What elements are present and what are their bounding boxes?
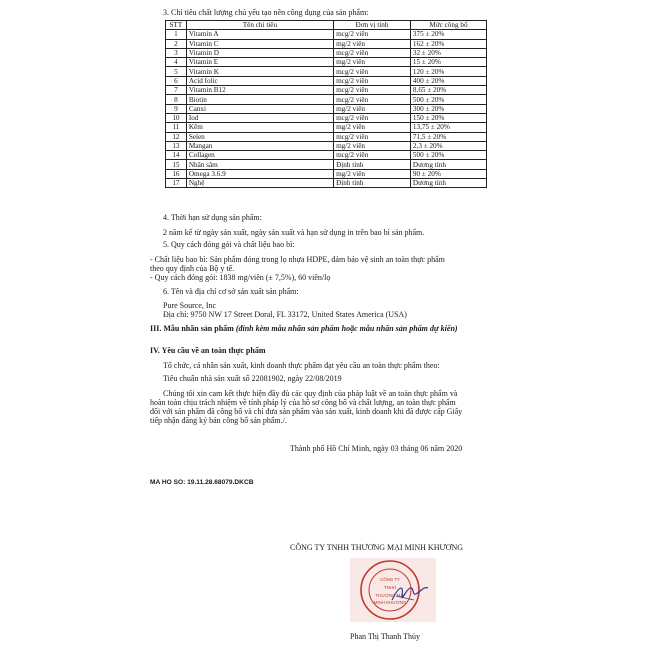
row-name: Nghệ [186, 179, 333, 188]
row-value: 15 ± 20% [410, 58, 486, 67]
row-stt: 2 [166, 39, 187, 48]
row-unit: mg/2 viên [334, 169, 411, 178]
row-unit: Định tính [334, 160, 411, 169]
row-unit: mcg/2 viên [334, 48, 411, 57]
row-stt: 12 [166, 132, 187, 141]
table-row [166, 179, 487, 188]
row-value: 162 ± 20% [410, 39, 486, 48]
table-row [166, 104, 487, 113]
row-value: 2,3 ± 20% [410, 141, 486, 150]
row-value: 150 ± 20% [410, 113, 486, 122]
row-value: 8,65 ± 20% [410, 86, 486, 95]
row-stt: 13 [166, 141, 187, 150]
header-unit: Đơn vị tính [334, 21, 411, 30]
row-stt: 3 [166, 48, 187, 57]
stamp-text-bottom: MINH KHƯƠNG [373, 600, 407, 605]
section-iv-line2: Tiêu chuẩn nhà sản xuất số 22081902, ngày 22/08/2019 [163, 374, 342, 383]
company-stamp [344, 556, 444, 626]
row-name: Kẽm [186, 123, 333, 132]
table-row [166, 67, 487, 76]
row-name: Biotin [186, 95, 333, 104]
row-stt: 16 [166, 169, 187, 178]
commitment-line-2: hoàn toàn chịu trách nhiệm về tính pháp lý của hồ sơ công bố và chất lượng, an toàn thực phẩm [150, 398, 456, 407]
table-row [166, 86, 487, 95]
table-row [166, 95, 487, 104]
row-unit: mg/2 viên [334, 123, 411, 132]
row-stt: 8 [166, 95, 187, 104]
row-stt: 7 [166, 86, 187, 95]
row-unit: mcg/2 viên [334, 113, 411, 122]
section4-title: 4. Thời hạn sử dụng sản phẩm: [163, 213, 262, 222]
table-row [166, 141, 487, 150]
row-value: 71,5 ± 20% [410, 132, 486, 141]
row-unit: Định tính [334, 179, 411, 188]
commitment-line-1: Chúng tôi xin cam kết thực hiện đầy đủ các quy định của pháp luật về an toàn thực phẩm và [163, 389, 458, 398]
row-unit: mcg/2 viên [334, 132, 411, 141]
section6-name: Pure Source, Inc [163, 301, 217, 310]
row-name: Vitamin K [186, 67, 333, 76]
section-iii [150, 324, 458, 334]
company-name: CÔNG TY TNHH THƯƠNG MẠI MINH KHƯƠNG [290, 543, 464, 552]
section3-title: 3. Chỉ tiêu chất lượng chủ yếu tạo nên công dụng của sản phẩm: [163, 8, 369, 17]
row-unit: mcg/2 viên [334, 86, 411, 95]
row-value: 300 ± 20% [410, 104, 486, 113]
row-name: Omega 3.6.9 [186, 169, 333, 178]
row-value: 400 ± 20% [410, 76, 486, 85]
section5-title: 5. Quy cách đóng gói và chất liệu bao bì: [163, 240, 295, 249]
table-row [166, 123, 487, 132]
row-unit: mcg/2 viên [334, 151, 411, 160]
row-value: 500 ± 20% [410, 151, 486, 160]
row-name: Vitamin A [186, 30, 333, 39]
commitment-line-3: đối với sản phẩm đã công bố và chỉ đưa sản phẩm vào sản xuất, kinh doanh khi đã được cấp Giấy [150, 407, 463, 416]
row-value: 120 ± 20% [410, 67, 486, 76]
section5-line2: theo quy định của Bộ y tế. [150, 264, 235, 273]
section4-text: 2 năm kể từ ngày sản xuất, ngày sản xuất và hạn sử dụng in trên bao bì sản phẩm. [163, 228, 425, 237]
row-stt: 5 [166, 67, 187, 76]
commitment-line-4: tiếp nhận đăng ký bản công bố sản phẩm./. [150, 416, 287, 425]
row-name: Vitamin C [186, 39, 333, 48]
row-value: Dương tính [410, 160, 486, 169]
table-row [166, 169, 487, 178]
row-name: Acid folic [186, 76, 333, 85]
row-unit: mg/2 viên [334, 141, 411, 150]
row-name: Vitamin E [186, 58, 333, 67]
table-row [166, 160, 487, 169]
row-stt: 4 [166, 58, 187, 67]
section-iv-title: IV. Yêu cầu về an toàn thực phẩm [150, 346, 266, 355]
record-code: MA HO SO: 19.11.28.68079.DKCB [150, 479, 254, 486]
row-stt: 14 [166, 151, 187, 160]
row-unit: mcg/2 viên [334, 30, 411, 39]
row-value: 500 ± 20% [410, 95, 486, 104]
stamp-text-lower: THƯƠNG MẠI [375, 593, 405, 598]
row-stt: 9 [166, 104, 187, 113]
row-value: Dương tính [410, 179, 486, 188]
row-stt: 1 [166, 30, 187, 39]
table-row [166, 30, 487, 39]
row-name: Nhân sâm [186, 160, 333, 169]
row-unit: mg/2 viên [334, 39, 411, 48]
row-unit: mcg/2 viên [334, 95, 411, 104]
stamp-text-top: CÔNG TY [380, 577, 400, 582]
row-stt: 6 [166, 76, 187, 85]
row-unit: mg/2 viên [334, 58, 411, 67]
table-row [166, 48, 487, 57]
header-stt: STT [166, 21, 187, 30]
row-name: Collagen [186, 151, 333, 160]
section5-line1: - Chất liệu bao bì: Sản phẩm đóng trong lọ nhựa HDPE, đảm bảo vệ sinh an toàn thực phẩm [150, 255, 445, 264]
row-stt: 10 [166, 113, 187, 122]
row-name: Selen [186, 132, 333, 141]
section-iv-line1: Tổ chức, cá nhân sản xuất, kinh doanh thực phẩm đạt yêu cầu an toàn thực phẩm theo: [163, 361, 440, 370]
row-value: 375 ± 20% [410, 30, 486, 39]
table-row [166, 58, 487, 67]
section6-title: 6. Tên và địa chỉ cơ sở sản xuất sản phẩm: [163, 287, 299, 296]
row-value: 90 ± 20% [410, 169, 486, 178]
row-name: Mangan [186, 141, 333, 150]
section-iii-note: (đính kèm mẫu nhãn sản phẩm hoặc mẫu nhãn sản phẩm dự kiến) [235, 324, 458, 333]
section-iii-title: III. Mẫu nhãn sản phẩm [150, 324, 234, 333]
header-name: Tên chỉ tiêu [186, 21, 333, 30]
row-name: Canxi [186, 104, 333, 113]
stamp-background [350, 558, 436, 622]
stamp-text-middle: TNHH [383, 585, 397, 590]
row-unit: mg/2 viên [334, 104, 411, 113]
row-value: 13,75 ± 20% [410, 123, 486, 132]
header-value: Mức công bố [410, 21, 486, 30]
stamp-signature-graphic [344, 556, 444, 626]
section6-address: Địa chỉ: 9750 NW 17 Street Doral, FL 33172, United States America (USA) [163, 310, 407, 319]
table-row [166, 76, 487, 85]
row-name: Iod [186, 113, 333, 122]
table-row [166, 132, 487, 141]
table-header-row [166, 21, 487, 30]
row-name: Vitamin B12 [186, 86, 333, 95]
place-date: Thành phố Hồ Chí Minh, ngày 03 tháng 06 năm 2020 [290, 444, 463, 453]
quality-table [165, 20, 487, 188]
row-unit: mcg/2 viên [334, 76, 411, 85]
signer-name: Phan Thị Thanh Thủy [350, 632, 420, 641]
row-stt: 11 [166, 123, 187, 132]
row-value: 32 ± 20% [410, 48, 486, 57]
section5-line3: - Quy cách đóng gói: 1838 mg/viên (± 7,5%), 60 viên/lọ [150, 273, 331, 282]
row-unit: mcg/2 viên [334, 67, 411, 76]
table-row [166, 113, 487, 122]
table-row [166, 39, 487, 48]
row-stt: 15 [166, 160, 187, 169]
table-row [166, 151, 487, 160]
row-stt: 17 [166, 179, 187, 188]
row-name: Vitamin D [186, 48, 333, 57]
